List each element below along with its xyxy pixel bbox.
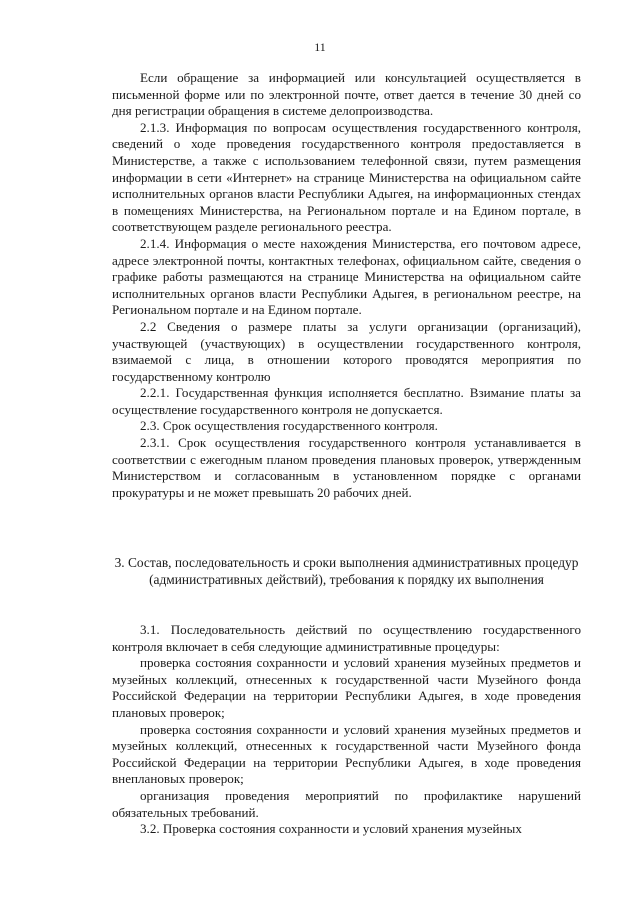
section-heading: 3. Состав, последовательность и сроки выполнения административных процедур (административных действий), требования к порядку их выполнения [114, 555, 579, 587]
paragraph-2-2: 2.2 Сведения о размере платы за услуги организации (организаций), участвующей (участвующих) в осуществлении государственного контроля, взимаемой с лица, в отношении которого проводятся мероприятия по государственному контролю [112, 318, 581, 384]
paragraph-2-1-3: 2.1.3. Информация по вопросам осуществления государственного контроля, сведений о ходе проведения государственного контроля предоставляется в Министерстве, а также с использованием телефонной связи, путем размещения информации в сети «Интернет» на странице Министерства на официальном сайте исполнительных органов власти Республики Адыгея, на информационных стендах в помещениях Министерства, на Региональном портале и на Едином портале, в соответствующем разделе регионального реестра. [112, 119, 581, 235]
paragraph-3-2: 3.2. Проверка состояния сохранности и условий хранения музейных [140, 821, 522, 837]
list-item-planned-inspections: проверка состояния сохранности и условий хранения музейных предметов и музейных коллекций, отнесенных к государственной части Музейного фонда Российской Федерации на территории Республики Адыгея, в ходе проведения плановых проверок; [112, 655, 581, 720]
paragraph-2-3: 2.3. Срок осуществления государственного контроля. [140, 418, 438, 434]
paragraph-response-time: Если обращение за информацией или консультацией осуществляется в письменной форме или по электронной почте, ответ дается в течение 30 дней со дня регистрации обращения в системе делопроизводства. [112, 70, 581, 119]
list-item-prevention-measures: организация проведения мероприятий по профилактике нарушений обязательных требований. [112, 787, 581, 820]
paragraph-2-2-1: 2.2.1. Государственная функция исполняется бесплатно. Взимание платы за осуществление государственного контроля не допускается. [112, 385, 581, 417]
section-body [112, 622, 581, 838]
list-item-unscheduled-inspections: проверка состояния сохранности и условий хранения музейных предметов и музейных коллекций, отнесенных к государственной части Музейного фонда Российской Федерации на территории Республики Адыгея, в ходе проведения внеплановых проверок; [112, 721, 581, 787]
page-number: 11 [314, 40, 326, 54]
paragraph-2-1-4: 2.1.4. Информация о месте нахождения Министерства, его почтовом адресе, адресе электронной почты, контактных телефонах, официальном сайте, сведения о графике работы размещаются на странице Министерства на официальном сайте исполнительных органов власти Республики Адыгея, в региональном реестре, на Региональном портале и на Едином портале. [112, 235, 581, 318]
paragraph-3-1: 3.1. Последовательность действий по осуществлению государственного контроля включает в себя следующие административные процедуры: [112, 622, 581, 654]
paragraph-2-3-1: 2.3.1. Срок осуществления государственного контроля устанавливается в соответствии с ежегодным планом проведения плановых проверок, утвержденным Министерством и согласованным в установленном порядке с органами прокуратуры и не может превышать 20 рабочих дней. [112, 435, 581, 500]
body-text [112, 70, 581, 501]
